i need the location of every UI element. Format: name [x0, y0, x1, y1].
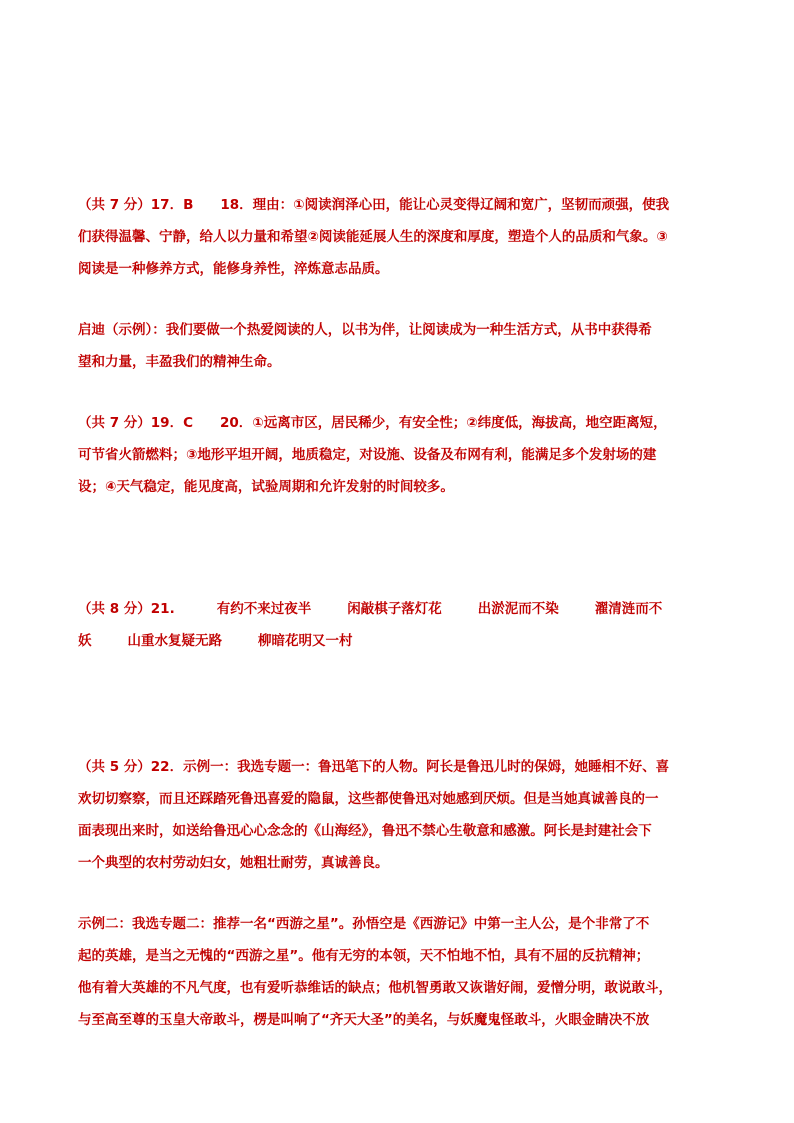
answer-19-20: [78, 413, 678, 509]
text-line: 他有着大英雄的不凡气度，也有爱听恭维话的缺点；他机智勇敢又诙谐好闹，爱憎分明，敢说敢斗，: [78, 980, 672, 996]
question-number: （共 8 分）21.: [78, 601, 175, 617]
text-line: 面表现出来时，如送给鲁迅心心念念的《山海经》，鲁迅不禁心生敬意和感激。阿长是封建社会下: [78, 823, 652, 839]
text-line: [78, 599, 678, 631]
text-line: 阅读是一种修养方式，能修身养性，淬炼意志品质。: [78, 261, 389, 277]
text-line: 欢切切察察，而且还踩踏死鲁迅喜爱的隐鼠，这些都使鲁迅对她感到厌烦。但是当她真诚善良的一: [78, 791, 659, 807]
poem-answer: 山重水复疑无路: [127, 633, 222, 649]
text-line: 与至高至尊的玉皇大帝敢斗，楞是叫响了“齐天大圣”的美名，与妖魔鬼怪敢斗，火眼金睛决不放: [78, 1012, 650, 1028]
text-line: （共 7 分）17．B 18．理由：①阅读润泽心田，能让心灵变得辽阔和宽广，坚韧而顽强，使我: [78, 197, 670, 213]
poem-answer: 有约不来过夜半: [216, 601, 312, 617]
text-line: 起的英雄，是当之无愧的“西游之星”。他有无穷的本领，天不怕地不怕，具有不屈的反抗精神；: [78, 948, 650, 964]
text-line: （共 7 分）19．C 20．①远离市区，居民稀少，有安全性；②纬度低，海拔高，地空距离短，: [78, 415, 667, 431]
poem-answer: 柳暗花明又一村: [258, 633, 353, 649]
poem-answer: 妖: [78, 633, 92, 649]
text-line: 可节省火箭燃料；③地形平坦开阔，地质稳定，对设施、设备及布网有利，能满足多个发射场的建: [78, 447, 657, 463]
poem-answer: 濯清涟而不: [594, 601, 663, 617]
answer-22-example-1: [78, 757, 678, 885]
answer-18-inspiration: [78, 320, 678, 384]
poem-answer: 闲敲棋子落灯花: [347, 601, 442, 617]
text-line: （共 5 分）22．示例一：我选专题一：鲁迅笔下的人物。阿长是鲁迅儿时的保姆，她睡相不好、喜: [78, 759, 670, 775]
text-line: 示例二：我选专题二：推荐一名“西游之星”。孙悟空是《西游记》中第一主人公，是个非常了不: [78, 916, 650, 932]
text-line: 一个典型的农村劳动妇女，她粗壮耐劳，真诚善良。: [78, 855, 389, 871]
text-line: 望和力量，丰盈我们的精神生命。: [78, 354, 281, 370]
text-line: 启迪（示例）：我们要做一个热爱阅读的人，以书为伴，让阅读成为一种生活方式，从书中获得希: [78, 322, 652, 338]
answer-22-example-2: [78, 914, 678, 1042]
answer-21: [78, 599, 678, 663]
text-line: [78, 631, 678, 663]
answer-17-18: [78, 195, 678, 291]
poem-answer: 出淤泥而不染: [477, 601, 559, 617]
text-line: 设；④天气稳定，能见度高，试验周期和允许发射的时间较多。: [78, 479, 454, 495]
text-line: 们获得温馨、宁静，给人以力量和希望②阅读能延展人生的深度和厚度，塑造个人的品质和气象。③: [78, 229, 668, 245]
